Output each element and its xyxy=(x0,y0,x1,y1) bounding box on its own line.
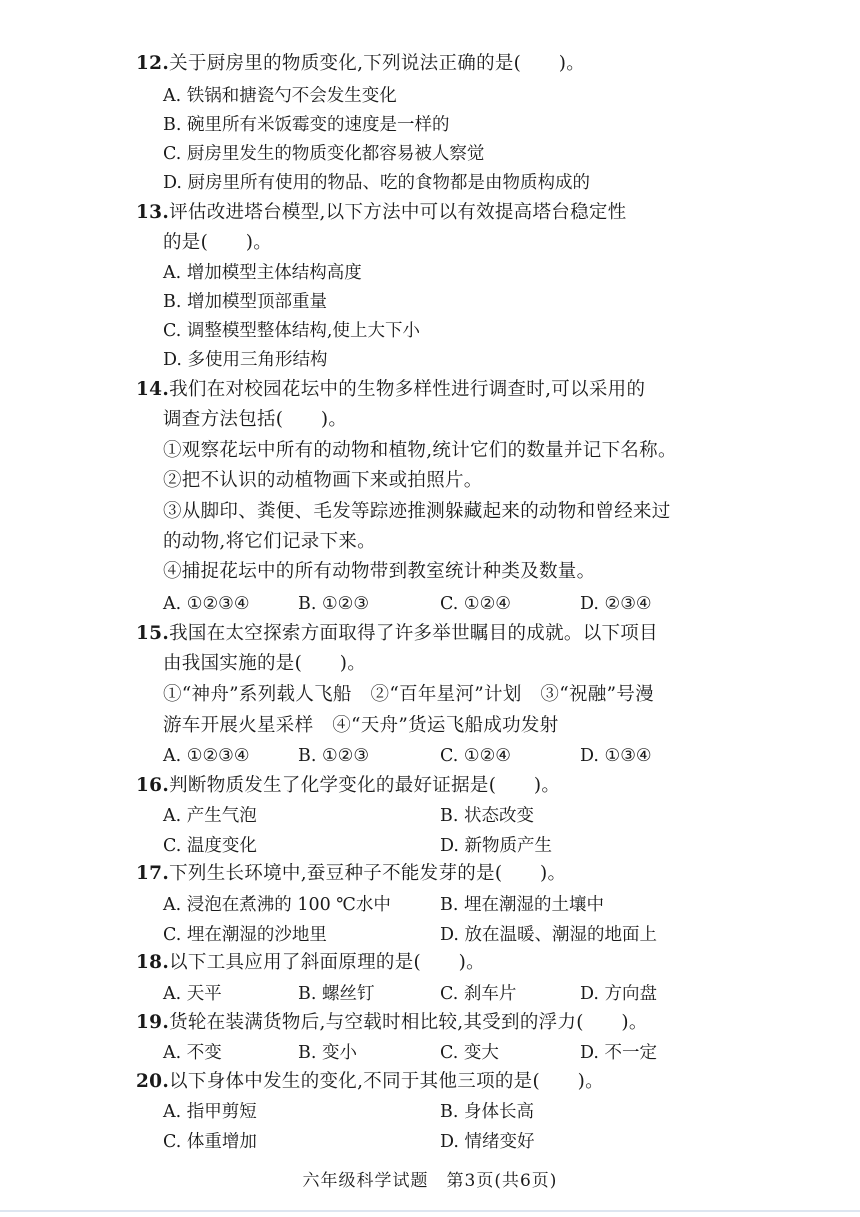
question-18-stem xyxy=(136,951,485,975)
q18-option-a: A. 天平 xyxy=(163,984,222,1004)
q16-option-b: B. 状态改变 xyxy=(440,806,534,826)
q14-item-3-cont: 的动物,将它们记录下来。 xyxy=(163,531,376,552)
q14-option-c: C. ①②④ xyxy=(440,594,511,614)
q19-option-d: D. 不一定 xyxy=(580,1043,658,1063)
q15-option-d: D. ①③④ xyxy=(580,746,652,766)
q14-item-1: ①观察花坛中所有的动物和植物,统计它们的数量并记下名称。 xyxy=(163,440,677,461)
q12-option-d: D. 厨房里所有使用的物品、吃的食物都是由物质构成的 xyxy=(163,173,591,193)
question-15-stem-cont: 由我国实施的是( )。 xyxy=(163,653,367,674)
question-20-stem xyxy=(136,1070,604,1094)
question-14-stem-cont: 调查方法包括( )。 xyxy=(163,409,348,430)
question-13-stem-cont: 的是( )。 xyxy=(163,232,273,253)
stem-text: 以下工具应用了斜面原理的是( )。 xyxy=(169,952,485,973)
question-number: 20. xyxy=(136,1071,170,1092)
question-14-stem xyxy=(136,378,645,402)
q18-option-d: D. 方向盘 xyxy=(580,984,658,1004)
question-16-stem xyxy=(136,774,560,798)
q17-option-d: D. 放在温暖、潮湿的地面上 xyxy=(440,925,658,945)
stem-text: 货轮在装满货物后,与空载时相比较,其受到的浮力( )。 xyxy=(169,1012,648,1033)
q19-option-b: B. 变小 xyxy=(298,1043,357,1063)
q15-option-c: C. ①②④ xyxy=(440,746,511,766)
q13-option-d: D. 多使用三角形结构 xyxy=(163,350,328,370)
question-number: 12. xyxy=(136,53,170,74)
q18-option-b: B. 螺丝钉 xyxy=(298,984,375,1004)
q14-option-b: B. ①②③ xyxy=(298,594,370,614)
q16-option-c: C. 温度变化 xyxy=(163,836,257,856)
q16-option-a: A. 产生气泡 xyxy=(163,806,257,826)
q15-items-line-2: 游车开展火星采样 ④“天舟”货运飞船成功发射 xyxy=(163,715,559,736)
q20-option-b: B. 身体长高 xyxy=(440,1102,534,1122)
question-15-stem xyxy=(136,622,658,646)
stem-text: 我国在太空探索方面取得了许多举世瞩目的成就。以下项目 xyxy=(169,623,658,644)
q12-option-b: B. 碗里所有米饭霉变的速度是一样的 xyxy=(163,115,450,135)
question-number: 13. xyxy=(136,202,170,223)
q12-option-c: C. 厨房里发生的物质变化都容易被人察觉 xyxy=(163,144,485,164)
q15-option-b: B. ①②③ xyxy=(298,746,370,766)
q14-option-d: D. ②③④ xyxy=(580,594,652,614)
q17-option-c: C. 埋在潮湿的沙地里 xyxy=(163,925,327,945)
stem-text: 评估改进塔台模型,以下方法中可以有效提高塔台稳定性 xyxy=(169,202,627,223)
stem-text: 以下身体中发生的变化,不同于其他三项的是( )。 xyxy=(169,1071,604,1092)
stem-text: 我们在对校园花坛中的生物多样性进行调查时,可以采用的 xyxy=(169,379,646,400)
question-number: 19. xyxy=(136,1012,170,1033)
stem-text: 判断物质发生了化学变化的最好证据是( )。 xyxy=(169,775,561,796)
q20-option-d: D. 情绪变好 xyxy=(440,1132,535,1152)
q13-option-a: A. 增加模型主体结构高度 xyxy=(163,263,362,283)
q17-option-b: B. 埋在潮湿的土壤中 xyxy=(440,895,604,915)
q17-option-a: A. 浸泡在煮沸的 100 ℃水中 xyxy=(163,895,391,915)
scan-edge-line xyxy=(0,1210,860,1212)
question-number: 14. xyxy=(136,379,170,400)
stem-text: 关于厨房里的物质变化,下列说法正确的是( )。 xyxy=(169,53,586,74)
question-17-stem xyxy=(136,862,566,886)
q14-option-a: A. ①②③④ xyxy=(163,594,250,614)
q13-option-b: B. 增加模型顶部重量 xyxy=(163,292,327,312)
q20-option-a: A. 指甲剪短 xyxy=(163,1102,257,1122)
page-footer: 六年级科学试题 第3页(共6页) xyxy=(302,1171,558,1191)
question-13-stem xyxy=(136,201,626,225)
question-number: 16. xyxy=(136,775,170,796)
q12-option-a: A. 铁锅和搪瓷勺不会发生变化 xyxy=(163,86,397,106)
q14-item-2: ②把不认识的动植物画下来或拍照片。 xyxy=(163,470,483,491)
q20-option-c: C. 体重增加 xyxy=(163,1132,257,1152)
question-number: 17. xyxy=(136,863,170,884)
question-12-stem xyxy=(136,52,585,76)
question-19-stem xyxy=(136,1011,648,1035)
q16-option-d: D. 新物质产生 xyxy=(440,836,553,856)
q19-option-c: C. 变大 xyxy=(440,1043,499,1063)
q14-item-3: ③从脚印、粪便、毛发等踪迹推测躲藏起来的动物和曾经来过 xyxy=(163,501,671,522)
q13-option-c: C. 调整模型整体结构,使上大下小 xyxy=(163,321,420,341)
q19-option-a: A. 不变 xyxy=(163,1043,222,1063)
question-number: 15. xyxy=(136,623,170,644)
question-number: 18. xyxy=(136,952,170,973)
q14-item-4: ④捕捉花坛中的所有动物带到教室统计种类及数量。 xyxy=(163,561,596,582)
stem-text: 下列生长环境中,蚕豆种子不能发芽的是( )。 xyxy=(169,863,567,884)
q15-option-a: A. ①②③④ xyxy=(163,746,250,766)
q15-items-line-1: ①“神舟”系列载人飞船 ②“百年星河”计划 ③“祝融”号漫 xyxy=(163,684,654,705)
q18-option-c: C. 刹车片 xyxy=(440,984,517,1004)
